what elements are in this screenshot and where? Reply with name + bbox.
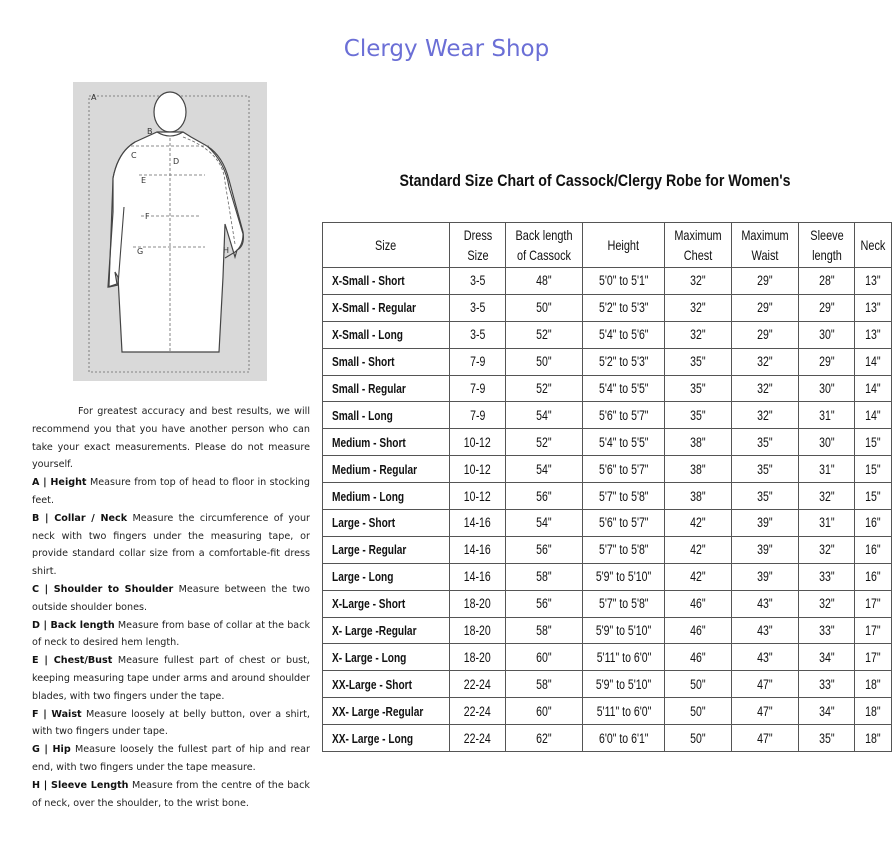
measurement-text: Measure fullest part of chest or bust, keeping measuring tape under arms and around shoulder blades, with two fingers under the tape. xyxy=(32,655,310,702)
table-cell: 14" xyxy=(855,375,892,402)
table-row xyxy=(323,429,892,456)
size-cell: X-Large - Short xyxy=(323,590,450,617)
table-cell: 30" xyxy=(799,429,855,456)
table-cell: 18-20 xyxy=(450,644,506,671)
table-cell: 31" xyxy=(799,456,855,483)
table-cell: 17" xyxy=(855,617,892,644)
measurement-item xyxy=(32,474,310,510)
measurement-item xyxy=(32,741,310,777)
table-row xyxy=(323,321,892,348)
table-cell: 60" xyxy=(506,698,583,725)
table-cell: 50" xyxy=(665,671,732,698)
table-cell: 52" xyxy=(506,375,583,402)
table-cell: 39" xyxy=(732,510,799,537)
col-header: Maximum Chest xyxy=(665,223,732,268)
table-cell: 62" xyxy=(506,725,583,752)
table-cell: 48" xyxy=(506,268,583,295)
table-cell: 16" xyxy=(855,536,892,563)
table-cell: 38" xyxy=(665,456,732,483)
table-row xyxy=(323,698,892,725)
table-row xyxy=(323,510,892,537)
table-row xyxy=(323,348,892,375)
size-chart-table xyxy=(322,222,892,752)
label-a: A xyxy=(91,93,97,102)
measurement-label: A | Height xyxy=(32,477,87,489)
table-cell: 28" xyxy=(799,268,855,295)
size-cell: X- Large - Long xyxy=(323,644,450,671)
table-cell: 32" xyxy=(665,268,732,295)
table-cell: 7-9 xyxy=(450,402,506,429)
table-cell: 35" xyxy=(665,375,732,402)
table-cell: 7-9 xyxy=(450,348,506,375)
table-cell: 54" xyxy=(506,456,583,483)
table-cell: 13" xyxy=(855,268,892,295)
table-cell: 38" xyxy=(665,483,732,510)
table-cell: 3-5 xyxy=(450,321,506,348)
table-cell: 5'7" to 5'8" xyxy=(583,536,665,563)
measurement-item xyxy=(32,581,310,617)
table-cell: 42" xyxy=(665,536,732,563)
table-cell: 58" xyxy=(506,617,583,644)
table-cell: 47" xyxy=(732,698,799,725)
table-cell: 14" xyxy=(855,348,892,375)
measurement-instructions xyxy=(32,403,310,812)
table-cell: 56" xyxy=(506,590,583,617)
table-cell: 47" xyxy=(732,671,799,698)
measurement-text: Measure loosely at belly button, over a shirt, with two fingers under tape. xyxy=(32,708,310,738)
size-cell: Large - Long xyxy=(323,563,450,590)
table-row xyxy=(323,456,892,483)
table-row xyxy=(323,563,892,590)
measurement-text: Measure from the centre of the back of neck, over the shoulder, to the wrist bone. xyxy=(32,779,310,809)
chart-title: Standard Size Chart of Cassock/Clergy Robe for Women's xyxy=(399,172,791,190)
size-cell: Medium - Regular xyxy=(323,456,450,483)
col-header: Size xyxy=(323,223,450,268)
table-cell: 35" xyxy=(732,429,799,456)
measurement-figure xyxy=(73,82,267,381)
measurement-text: Measure between the two outside shoulder bones. xyxy=(32,583,310,613)
table-cell: 5'0" to 5'1" xyxy=(583,268,665,295)
label-b: B xyxy=(147,127,153,136)
table-cell: 56" xyxy=(506,536,583,563)
table-cell: 5'9" to 5'10" xyxy=(583,563,665,590)
table-cell: 5'7" to 5'8" xyxy=(583,590,665,617)
table-cell: 35" xyxy=(732,456,799,483)
table-cell: 5'11" to 6'0" xyxy=(583,644,665,671)
label-h: H xyxy=(223,246,230,255)
table-cell: 42" xyxy=(665,563,732,590)
table-cell: 5'2" to 5'3" xyxy=(583,294,665,321)
table-cell: 10-12 xyxy=(450,429,506,456)
size-cell: X-Small - Long xyxy=(323,321,450,348)
table-cell: 5'11" to 6'0" xyxy=(583,698,665,725)
table-cell: 46" xyxy=(665,644,732,671)
col-header: Maximum Waist xyxy=(732,223,799,268)
measurement-label: F | Waist xyxy=(32,708,82,720)
table-cell: 18" xyxy=(855,698,892,725)
table-cell: 50" xyxy=(506,294,583,321)
table-cell: 54" xyxy=(506,510,583,537)
table-cell: 32" xyxy=(732,348,799,375)
table-cell: 60" xyxy=(506,644,583,671)
table-cell: 22-24 xyxy=(450,725,506,752)
table-cell: 35" xyxy=(799,725,855,752)
table-cell: 29" xyxy=(732,321,799,348)
size-cell: Large - Regular xyxy=(323,536,450,563)
table-cell: 31" xyxy=(799,402,855,429)
size-cell: Medium - Long xyxy=(323,483,450,510)
measurement-text: Measure loosely the fullest part of hip and rear end, with two fingers under the tape measure. xyxy=(32,744,310,773)
size-cell: X-Small - Short xyxy=(323,268,450,295)
table-cell: 3-5 xyxy=(450,294,506,321)
table-cell: 50" xyxy=(665,698,732,725)
table-cell: 5'2" to 5'3" xyxy=(583,348,665,375)
table-cell: 32" xyxy=(799,536,855,563)
table-cell: 32" xyxy=(732,375,799,402)
table-cell: 33" xyxy=(799,563,855,590)
col-header: Height xyxy=(583,223,665,268)
table-cell: 35" xyxy=(665,348,732,375)
table-cell: 46" xyxy=(665,617,732,644)
table-cell: 29" xyxy=(732,268,799,295)
table-cell: 50" xyxy=(506,348,583,375)
measurement-text: Measure the circumference of your neck with two fingers under the measuring tape, or provide standard collar size from a comfortable-fit dress shirt. xyxy=(32,512,310,578)
table-cell: 38" xyxy=(665,429,732,456)
table-cell: 6'0" to 6'1" xyxy=(583,725,665,752)
table-cell: 56" xyxy=(506,483,583,510)
col-header: Neck xyxy=(855,223,892,268)
table-cell: 5'7" to 5'8" xyxy=(583,483,665,510)
table-cell: 10-12 xyxy=(450,483,506,510)
table-cell: 46" xyxy=(665,590,732,617)
measurement-label: B | Collar / Neck xyxy=(32,512,128,524)
table-cell: 18" xyxy=(855,671,892,698)
table-cell: 43" xyxy=(732,590,799,617)
table-cell: 33" xyxy=(799,617,855,644)
table-cell: 43" xyxy=(732,644,799,671)
table-cell: 52" xyxy=(506,321,583,348)
table-cell: 52" xyxy=(506,429,583,456)
col-header: Sleeve length xyxy=(799,223,855,268)
table-row xyxy=(323,402,892,429)
label-f: F xyxy=(145,212,150,221)
robe-diagram xyxy=(73,82,267,381)
table-cell: 47" xyxy=(732,725,799,752)
table-cell: 17" xyxy=(855,590,892,617)
table-row xyxy=(323,671,892,698)
table-cell: 34" xyxy=(799,698,855,725)
table-cell: 15" xyxy=(855,483,892,510)
table-cell: 43" xyxy=(732,617,799,644)
table-cell: 42" xyxy=(665,510,732,537)
size-cell: Medium - Short xyxy=(323,429,450,456)
table-cell: 33" xyxy=(799,671,855,698)
table-cell: 54" xyxy=(506,402,583,429)
size-cell: Large - Short xyxy=(323,510,450,537)
table-cell: 29" xyxy=(732,294,799,321)
table-cell: 30" xyxy=(799,321,855,348)
table-cell: 29" xyxy=(799,294,855,321)
table-cell: 17" xyxy=(855,644,892,671)
label-g: G xyxy=(137,247,144,256)
table-cell: 15" xyxy=(855,456,892,483)
table-cell: 16" xyxy=(855,510,892,537)
table-cell: 5'9" to 5'10" xyxy=(583,671,665,698)
table-cell: 50" xyxy=(665,725,732,752)
table-cell: 18-20 xyxy=(450,590,506,617)
table-cell: 32" xyxy=(665,294,732,321)
table-cell: 31" xyxy=(799,510,855,537)
size-cell: Small - Regular xyxy=(323,375,450,402)
measurement-label: H | Sleeve Length xyxy=(32,779,129,791)
table-cell: 32" xyxy=(665,321,732,348)
table-cell: 3-5 xyxy=(450,268,506,295)
size-cell: Small - Short xyxy=(323,348,450,375)
table-cell: 10-12 xyxy=(450,456,506,483)
measurement-item xyxy=(32,706,310,742)
measurement-item xyxy=(32,652,310,705)
table-cell: 39" xyxy=(732,536,799,563)
table-cell: 14-16 xyxy=(450,510,506,537)
table-cell: 39" xyxy=(732,563,799,590)
size-cell: X- Large -Regular xyxy=(323,617,450,644)
col-header: Dress Size xyxy=(450,223,506,268)
table-cell: 35" xyxy=(665,402,732,429)
table-cell: 14-16 xyxy=(450,563,506,590)
measurement-label: E | Chest/Bust xyxy=(32,655,113,667)
size-cell: XX- Large - Long xyxy=(323,725,450,752)
table-cell: 22-24 xyxy=(450,671,506,698)
table-cell: 16" xyxy=(855,563,892,590)
size-cell: XX- Large -Regular xyxy=(323,698,450,725)
table-cell: 32" xyxy=(799,590,855,617)
table-cell: 5'6" to 5'7" xyxy=(583,510,665,537)
measurement-item xyxy=(32,617,310,653)
brand-title: Clergy Wear Shop xyxy=(343,36,550,62)
table-cell: 5'6" to 5'7" xyxy=(583,402,665,429)
table-row xyxy=(323,590,892,617)
measurement-text: Measure from top of head to floor in stocking feet. xyxy=(32,477,310,506)
label-c: C xyxy=(131,151,137,160)
table-cell: 5'9" to 5'10" xyxy=(583,617,665,644)
table-cell: 5'4" to 5'5" xyxy=(583,429,665,456)
table-row xyxy=(323,725,892,752)
measurement-label: G | Hip xyxy=(32,744,71,756)
table-cell: 14-16 xyxy=(450,536,506,563)
size-cell: Small - Long xyxy=(323,402,450,429)
table-cell: 15" xyxy=(855,429,892,456)
table-cell: 5'6" to 5'7" xyxy=(583,456,665,483)
table-row xyxy=(323,617,892,644)
table-row xyxy=(323,268,892,295)
measurement-text: Measure from base of collar at the back of neck to desired hem length. xyxy=(32,619,310,649)
table-cell: 35" xyxy=(732,483,799,510)
measurement-label: C | Shoulder to Shoulder xyxy=(32,583,174,595)
table-row xyxy=(323,644,892,671)
table-cell: 13" xyxy=(855,321,892,348)
col-header: Back length of Cassock xyxy=(506,223,583,268)
table-cell: 34" xyxy=(799,644,855,671)
measurement-item xyxy=(32,510,310,581)
table-row xyxy=(323,483,892,510)
table-cell: 22-24 xyxy=(450,698,506,725)
measurement-label: D | Back length xyxy=(32,619,115,631)
table-cell: 18-20 xyxy=(450,617,506,644)
table-cell: 58" xyxy=(506,671,583,698)
label-e: E xyxy=(141,176,147,185)
instructions-intro: For greatest accuracy and best results, we will recommend you that you have another person who can take your exact measurements. Please do not measure yourself. xyxy=(32,406,310,471)
table-cell: 30" xyxy=(799,375,855,402)
table-cell: 5'4" to 5'5" xyxy=(583,375,665,402)
size-cell: X-Small - Regular xyxy=(323,294,450,321)
label-d: D xyxy=(173,157,180,166)
measurement-item xyxy=(32,777,310,813)
table-row xyxy=(323,294,892,321)
size-cell: XX-Large - Short xyxy=(323,671,450,698)
table-cell: 14" xyxy=(855,402,892,429)
table-row xyxy=(323,536,892,563)
table-header-row xyxy=(323,223,892,268)
table-row xyxy=(323,375,892,402)
table-cell: 32" xyxy=(732,402,799,429)
table-cell: 13" xyxy=(855,294,892,321)
table-cell: 7-9 xyxy=(450,375,506,402)
table-cell: 32" xyxy=(799,483,855,510)
table-cell: 18" xyxy=(855,725,892,752)
table-cell: 29" xyxy=(799,348,855,375)
table-cell: 58" xyxy=(506,563,583,590)
table-cell: 5'4" to 5'6" xyxy=(583,321,665,348)
